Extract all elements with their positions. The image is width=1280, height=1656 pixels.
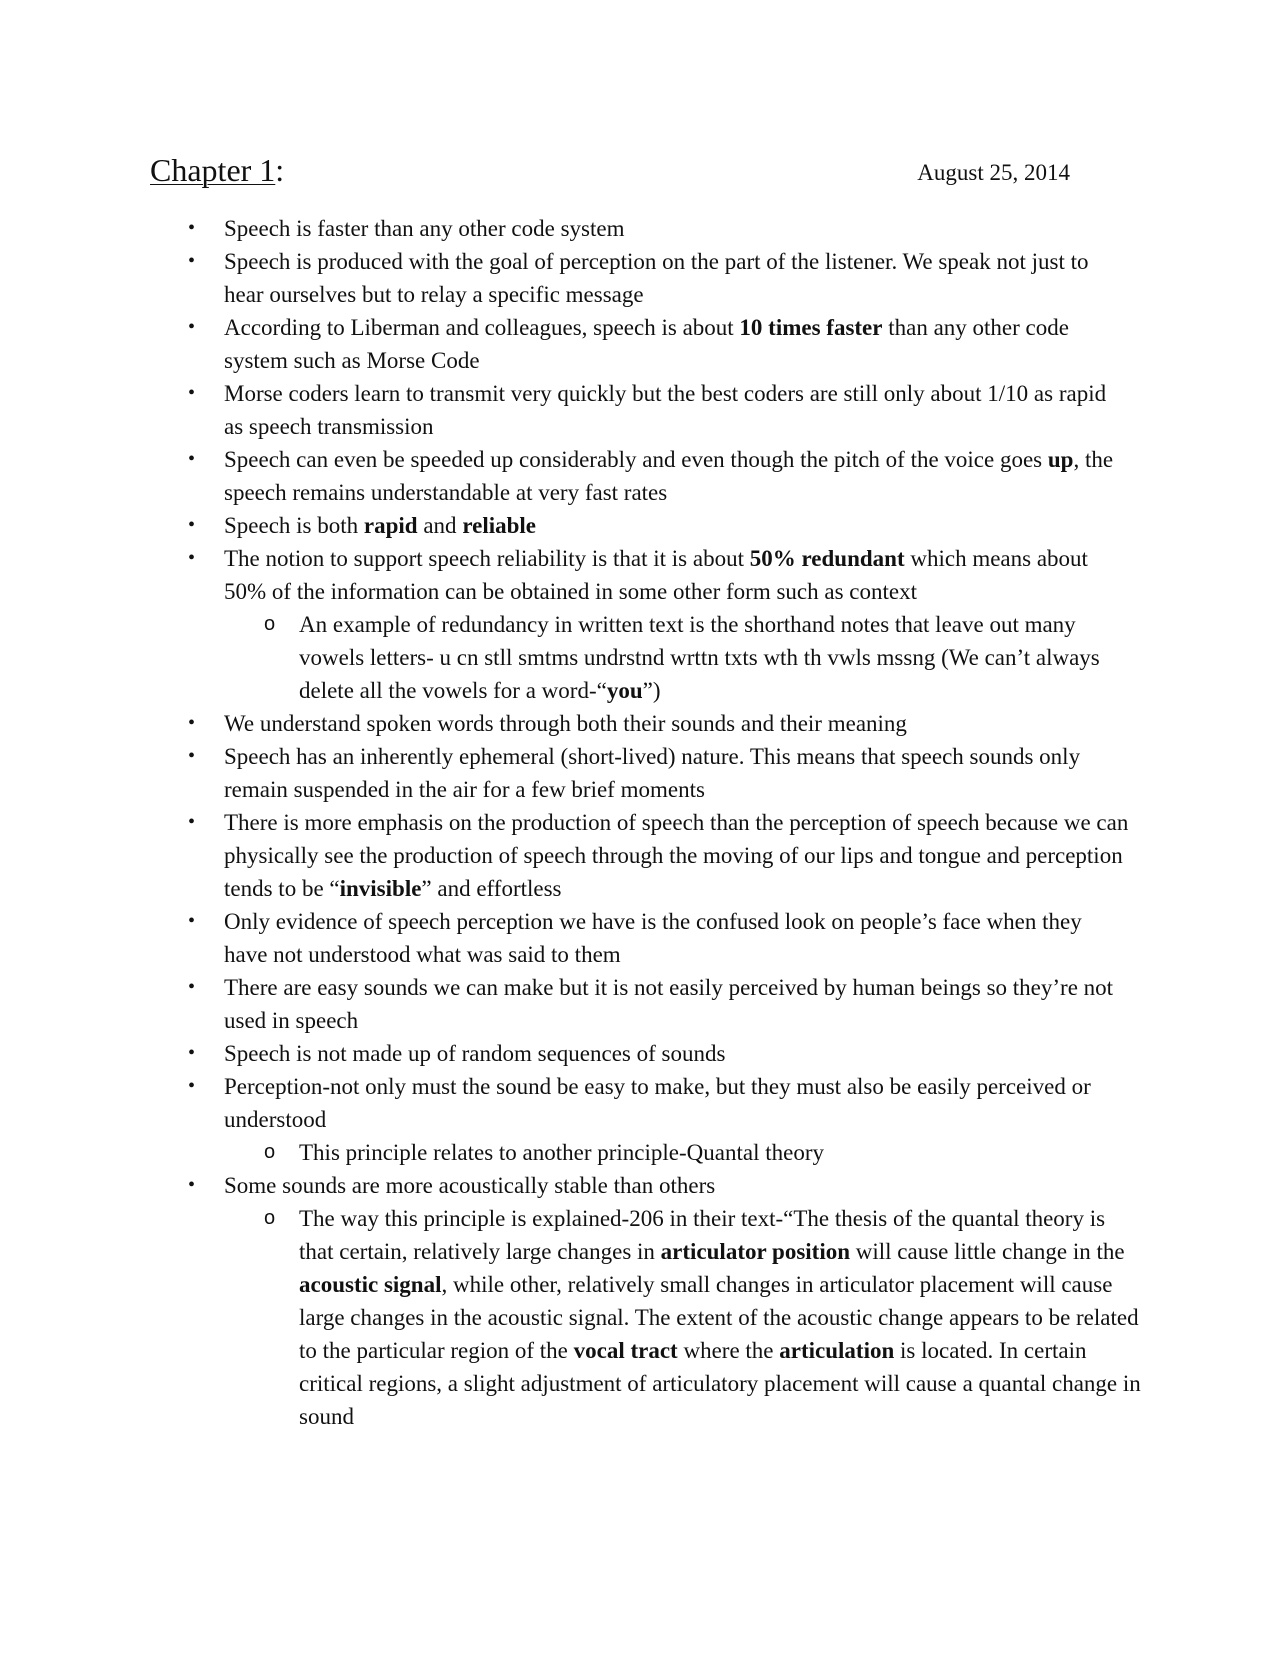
emphasis-text: up [1047,447,1074,472]
bullet-icon: • [188,316,196,338]
emphasis-text: reliable [462,513,536,538]
emphasis-text: 10 times faster [739,315,883,340]
list-item-text: Speech can even be speeded up considerably and even though the pitch of the voice goes [224,447,1048,472]
sub-list-item-text: where the [677,1338,780,1363]
bullet-icon: • [188,382,196,404]
list-item-text: Some sounds are more acoustically stable than others [224,1173,716,1198]
sub-list-item [224,608,1130,707]
bullet-icon: • [188,712,196,734]
list-item [150,707,1130,740]
emphasis-text: you [606,678,643,703]
sub-list [224,608,1130,707]
sub-list-item-text: will cause little change in the [850,1239,1125,1264]
list-item-text: which means about 50% of the information can be obtained in some other form such as context [224,546,1088,604]
list-item [150,509,1130,542]
list-item-text: Morse coders learn to transmit very quickly but the best coders are still only about 1/10 as rapid as speech transmission [224,381,1107,439]
bullet-icon: • [188,250,196,272]
list-item [150,1070,1130,1169]
list-item-text: and [417,513,463,538]
sub-list-item-text: The way this principle is explained-206 in their text-“The thesis of the quantal theory is that certain, relatively large changes in [299,1206,1106,1264]
sub-bullet-icon: o [264,613,276,635]
list-item-text: There are easy sounds we can make but it is not easily perceived by human beings so they’re not used in speech [224,975,1114,1033]
bullet-icon: • [188,514,196,536]
list-item-text: According to Liberman and colleagues, speech is about [224,315,740,340]
bullet-icon: • [188,811,196,833]
list-item [150,311,1130,377]
list-item [150,542,1130,707]
list-item-text: Speech is faster than any other code system [224,216,625,241]
sub-list-item-text: An example of redundancy in written text is the shorthand notes that leave out many vowels letters- u cn stll smtms undrstnd wrttn txts wth th vwls mssng (We can’t always delete all the vowels for a word-“ [299,612,1100,703]
sub-list-item [224,1136,1130,1169]
bullet-icon: • [188,1042,196,1064]
list-item-text: ” and effortless [421,876,562,901]
chapter-title [150,150,284,190]
chapter-title-label: Chapter 1 [150,152,276,188]
list-item-text: Speech is not made up of random sequences of sounds [224,1041,726,1066]
page-header [150,150,1070,190]
bullet-icon: • [188,217,196,239]
list-item [150,443,1130,509]
emphasis-text: rapid [363,513,418,538]
sub-list [224,1136,1130,1169]
bullet-icon: • [188,745,196,767]
list-item-text: There is more emphasis on the production of speech than the perception of speech because we can physically see the production of speech through the moving of our lips and tongue and perception tends to be “ [224,810,1129,901]
note-date: August 25, 2014 [917,160,1070,185]
list-item [150,1037,1130,1070]
list-item [150,740,1130,806]
list-item [150,245,1130,311]
list-item [150,806,1130,905]
sub-list-item-text: This principle relates to another principle-Quantal theory [299,1140,824,1165]
emphasis-text: vocal tract [573,1338,678,1363]
list-item-text: The notion to support speech reliability is that it is about [224,546,750,571]
bullet-icon: • [188,547,196,569]
list-item-text: Speech is both [224,513,364,538]
emphasis-text: articulation [779,1338,895,1363]
sub-list-item-text: , while other, relatively small changes in articulator placement will cause large changes in the acoustic signal. The extent of the acoustic change appears to be related to the particular region of the [299,1272,1139,1363]
list-item-text: Only evidence of speech perception we have is the confused look on people’s face when they have not understood what was said to them [224,909,1082,967]
sub-list-item [224,1202,1144,1433]
emphasis-text: acoustic signal [299,1272,442,1297]
list-item-text: , the speech remains understandable at very fast rates [224,447,1114,505]
emphasis-text: invisible [339,876,422,901]
list-item [150,212,1130,245]
bullet-icon: • [188,448,196,470]
sub-list [224,1202,1141,1433]
list-item-text: than any other code system such as Morse Code [224,315,1069,373]
bullet-icon: • [188,976,196,998]
list-item [150,377,1130,443]
sub-list-item-text: is located. In certain critical regions, a slight adjustment of articulatory placement will cause a quantal change in sound [299,1338,1141,1429]
list-item [150,1169,1141,1433]
list-item [150,905,1130,971]
list-item [150,971,1130,1037]
notes-list [150,212,1141,1433]
emphasis-text: articulator position [660,1239,850,1264]
list-item-text: We understand spoken words through both their sounds and their meaning [224,711,907,736]
list-item-text: Speech is produced with the goal of perception on the part of the listener. We speak not just to hear ourselves but to relay a specific message [224,249,1089,307]
emphasis-text: 50% redundant [749,546,905,571]
bullet-icon: • [188,1075,196,1097]
sub-bullet-icon: o [264,1141,276,1163]
sub-list-item-text: ”) [642,678,661,703]
sub-bullet-icon: o [264,1207,276,1229]
bullet-icon: • [188,1174,196,1196]
bullet-icon: • [188,910,196,932]
list-item-text: Speech has an inherently ephemeral (short-lived) nature. This means that speech sounds only remain suspended in the air for a few brief moments [224,744,1081,802]
chapter-title-colon: : [275,152,285,188]
list-item-text: Perception-not only must the sound be easy to make, but they must also be easily perceived or understood [224,1074,1091,1132]
